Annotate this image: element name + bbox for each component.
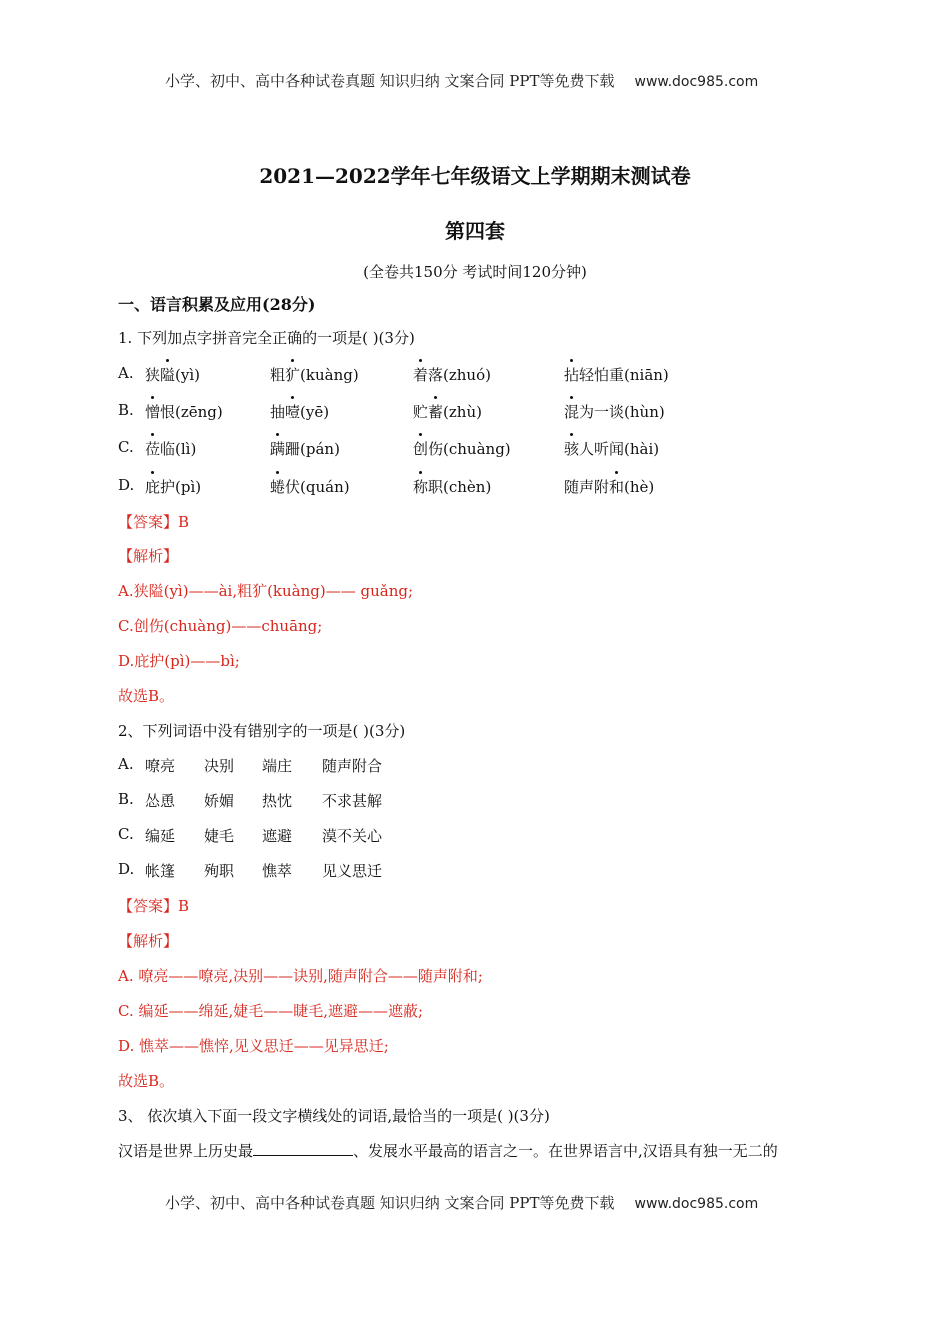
dotted-character: 蓄	[428, 403, 444, 421]
question-2-analysis-line: A. 嘹亮——嘹亮,决别——诀别,随声附合——随声附和;	[118, 967, 483, 985]
option-word: 怂恿	[145, 792, 176, 810]
fill-blank[interactable]	[253, 1141, 353, 1156]
word-part: 跚(pán)	[285, 440, 340, 458]
document-subtitle: 第四套	[445, 219, 505, 243]
option-item	[270, 401, 329, 422]
option-label: D.	[118, 860, 135, 878]
question-2-answer: 【答案】B	[118, 897, 190, 915]
word-part: 抽	[270, 403, 286, 421]
word-part: 轻怕重(niān)	[579, 366, 669, 384]
word-part: 贮	[413, 403, 429, 421]
option-label: C.	[118, 438, 134, 456]
question-2-analysis-label: 【解析】	[118, 932, 179, 950]
passage-text-after: 、发展水平最高的语言之一。在世界语言中,汉语具有独一无二的	[353, 1142, 778, 1160]
option-word: 见义思迁	[322, 862, 383, 880]
option-word: 遮避	[262, 827, 293, 845]
dotted-character: 和	[609, 478, 625, 496]
option-label: D.	[118, 476, 135, 494]
word-part: 为一谈(hùn)	[579, 403, 665, 421]
dotted-character: 噎	[285, 403, 301, 421]
option-label: A.	[118, 364, 134, 382]
dotted-character: 蜷	[270, 478, 286, 496]
option-item	[564, 364, 669, 385]
option-item	[145, 364, 200, 385]
option-word: 婕毛	[204, 827, 235, 845]
option-item	[270, 476, 350, 497]
option-word: 端庄	[262, 757, 293, 775]
word-part: (zhù)	[443, 403, 482, 421]
word-part: 称	[413, 478, 429, 496]
option-word: 热忱	[262, 792, 293, 810]
word-part: 护(pì)	[160, 478, 202, 496]
dotted-character: 着	[413, 366, 429, 384]
option-item	[270, 438, 340, 459]
question-1-answer: 【答案】B	[118, 513, 190, 531]
dotted-character: 混	[564, 403, 580, 421]
dotted-character: 拈	[564, 366, 580, 384]
option-item	[564, 401, 665, 422]
option-item	[145, 401, 223, 422]
footer-text: 小学、初中、高中各种试卷真题 知识归纳 文案合同 PPT等免费下载	[165, 1194, 615, 1212]
footer-site-link[interactable]: www.doc985.com	[634, 1196, 759, 1212]
section-heading: 一、语言积累及应用(28分)	[118, 295, 316, 314]
option-label: B.	[118, 401, 134, 419]
page-header	[165, 70, 758, 91]
word-part: (kuàng)	[300, 366, 359, 384]
word-part: 落(zhuó)	[428, 366, 491, 384]
option-label: B.	[118, 790, 134, 808]
option-item	[145, 438, 196, 459]
question-2-stem: 2、下列词语中没有错别字的一项是( )(3分)	[118, 722, 406, 740]
header-text: 小学、初中、高中各种试卷真题 知识归纳 文案合同 PPT等免费下载	[165, 72, 615, 90]
option-word: 随声附合	[322, 757, 383, 775]
question-3-passage	[118, 1140, 778, 1161]
option-word: 编延	[145, 827, 176, 845]
question-1-stem: 1. 下列加点字拼音完全正确的一项是( )(3分)	[118, 329, 415, 347]
word-part: 恨(zēng)	[160, 403, 223, 421]
option-item	[413, 364, 491, 385]
option-item	[564, 476, 654, 497]
page-footer	[165, 1192, 758, 1213]
exam-info: (全卷共150分 考试时间120分钟)	[363, 263, 587, 281]
word-part: (hè)	[624, 478, 655, 496]
option-word: 决别	[204, 757, 235, 775]
document-title: 2021—2022学年七年级语文上学期期末测试卷	[259, 164, 691, 188]
question-1-analysis-line: A.狭隘(yì)——ài,粗犷(kuàng)—— guǎng;	[118, 582, 414, 600]
question-1-analysis-line: D.庇护(pì)——bì;	[118, 652, 240, 670]
word-part: 粗	[270, 366, 286, 384]
option-word: 嘹亮	[145, 757, 176, 775]
word-part: (yì)	[175, 366, 201, 384]
option-word: 憔萃	[262, 862, 293, 880]
word-part: 伏(quán)	[285, 478, 350, 496]
option-word: 娇媚	[204, 792, 235, 810]
word-part: 随声附	[564, 478, 610, 496]
dotted-character: 犷	[285, 366, 301, 384]
word-part: 人听闻(hài)	[579, 440, 660, 458]
option-label: C.	[118, 825, 134, 843]
header-site-link[interactable]: www.doc985.com	[634, 74, 759, 90]
dotted-character: 创	[413, 440, 429, 458]
option-item	[564, 438, 659, 459]
question-2-analysis-line: D. 憔萃——憔悴,见义思迁——见异思迁;	[118, 1037, 389, 1055]
option-item	[413, 401, 482, 422]
option-item	[145, 476, 201, 497]
word-part: 职(chèn)	[428, 478, 492, 496]
option-word: 殉职	[204, 862, 235, 880]
word-part: 狭	[145, 366, 161, 384]
dotted-character: 庇	[145, 478, 161, 496]
question-1-analysis-line: C.创伤(chuàng)——chuāng;	[118, 617, 323, 635]
option-item	[270, 364, 359, 385]
option-label: A.	[118, 755, 134, 773]
option-word: 不求甚解	[322, 792, 383, 810]
option-word: 帐篷	[145, 862, 176, 880]
question-3-stem: 3、 依次填入下面一段文字横线处的词语,最恰当的一项是( )(3分)	[118, 1107, 550, 1125]
option-item	[413, 476, 491, 497]
word-part: (yē)	[300, 403, 330, 421]
word-part: 伤(chuàng)	[428, 440, 511, 458]
question-1-conclusion: 故选B。	[118, 687, 175, 705]
dotted-character: 隘	[160, 366, 176, 384]
option-word: 漠不关心	[322, 827, 383, 845]
option-item	[413, 438, 511, 459]
question-2-conclusion: 故选B。	[118, 1072, 175, 1090]
passage-text-before: 汉语是世界上历史最	[118, 1142, 254, 1160]
dotted-character: 蹒	[270, 440, 286, 458]
dotted-character: 骇	[564, 440, 580, 458]
question-2-analysis-line: C. 编延——绵延,婕毛——睫毛,遮避——遮蔽;	[118, 1002, 424, 1020]
question-1-analysis-label: 【解析】	[118, 547, 179, 565]
dotted-character: 莅	[145, 440, 161, 458]
word-part: 临(lì)	[160, 440, 197, 458]
dotted-character: 憎	[145, 403, 161, 421]
